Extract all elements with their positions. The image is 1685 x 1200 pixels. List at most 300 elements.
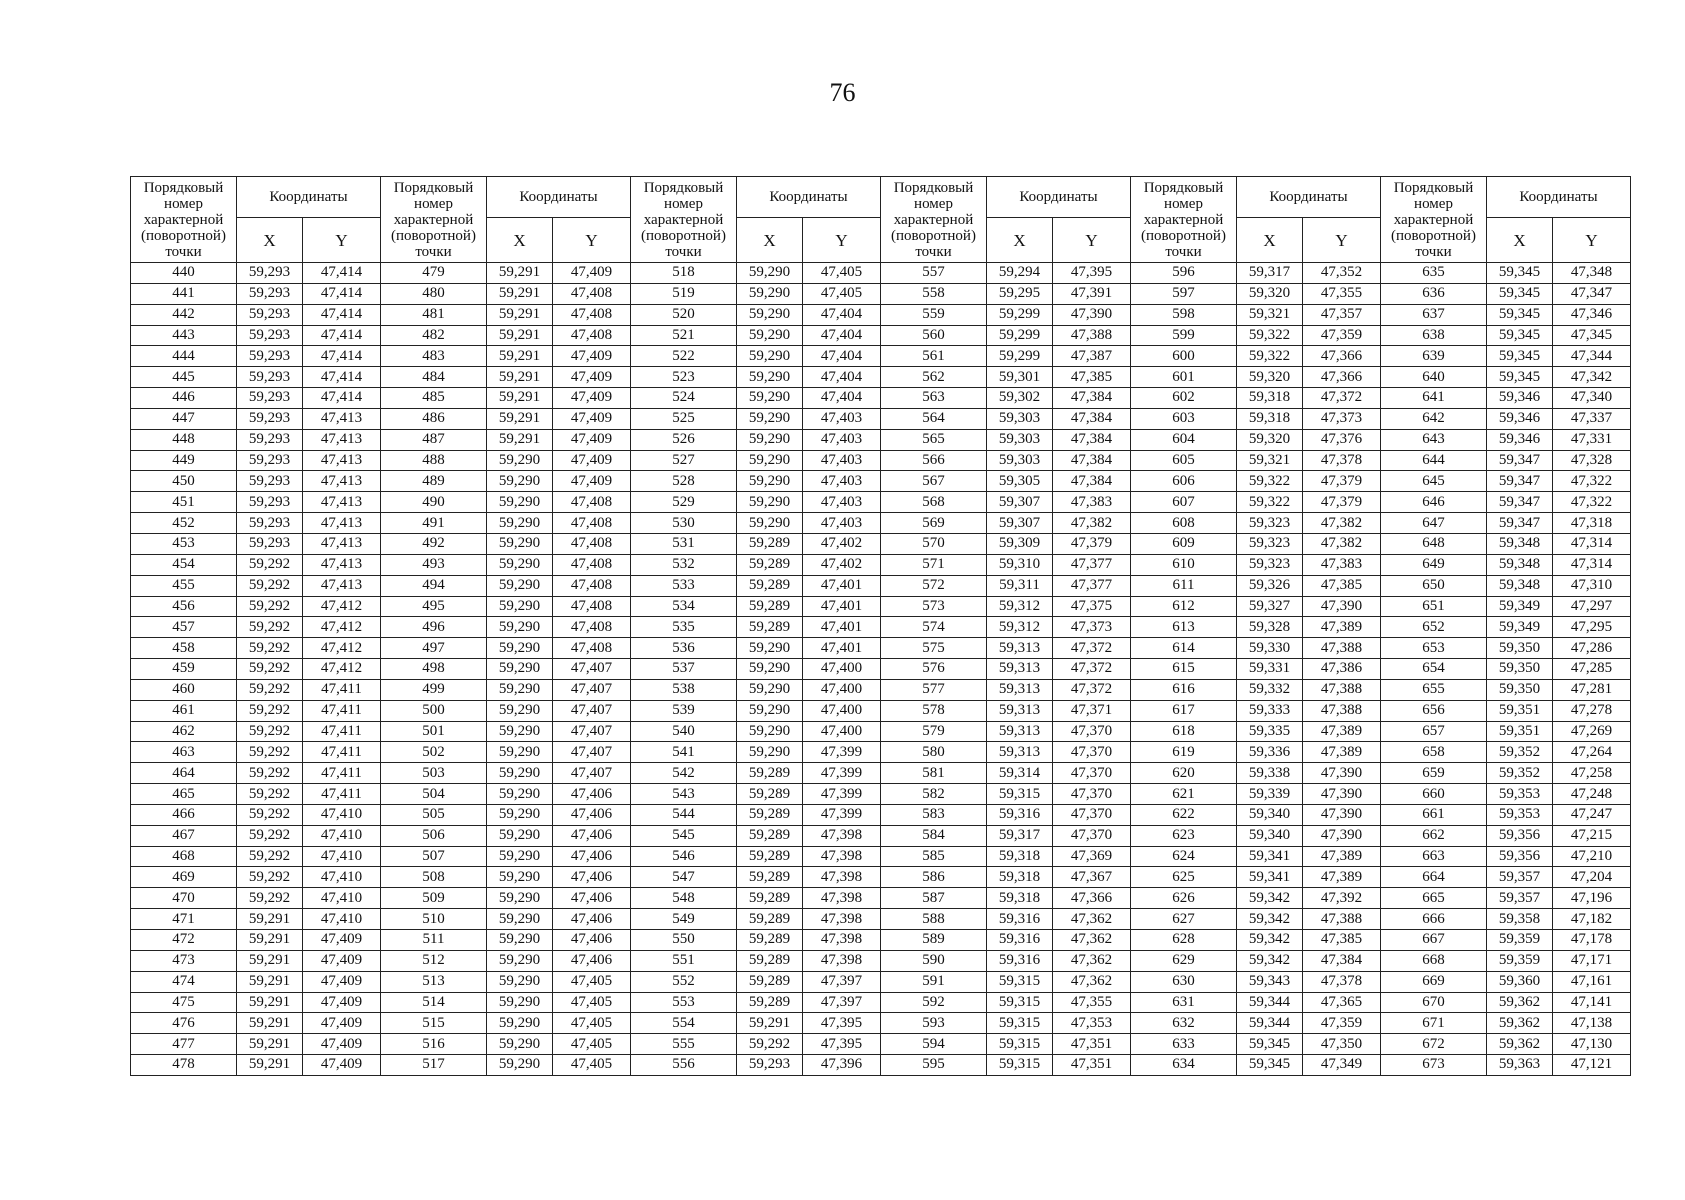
point-number-cell: 492: [381, 533, 487, 554]
x-cell: 59,346: [1487, 408, 1553, 429]
x-cell: 59,293: [237, 408, 303, 429]
y-cell: 47,403: [803, 492, 881, 513]
point-number-cell: 605: [1131, 450, 1237, 471]
point-number-header-line: номер: [1164, 195, 1203, 212]
x-cell: 59,315: [987, 992, 1053, 1013]
x-cell: 59,316: [987, 930, 1053, 951]
y-cell: 47,397: [803, 971, 881, 992]
x-cell: 59,289: [737, 763, 803, 784]
y-cell: 47,362: [1053, 950, 1131, 971]
point-number-cell: 536: [631, 638, 737, 659]
x-cell: 59,352: [1487, 763, 1553, 784]
x-cell: 59,290: [487, 909, 553, 930]
coordinates-header: Координаты: [987, 177, 1131, 218]
point-number-header-line: характерной: [143, 211, 224, 228]
table-row: [131, 742, 1631, 763]
y-cell: 47,408: [553, 638, 631, 659]
table-row: [131, 1013, 1631, 1034]
x-cell: 59,290: [737, 283, 803, 304]
y-cell: 47,409: [553, 388, 631, 409]
x-cell: 59,293: [237, 283, 303, 304]
point-number-cell: 568: [881, 492, 987, 513]
x-cell: 59,290: [737, 700, 803, 721]
y-cell: 47,351: [1053, 1034, 1131, 1055]
y-cell: 47,389: [1303, 846, 1381, 867]
x-cell: 59,292: [237, 659, 303, 680]
point-number-cell: 636: [1381, 283, 1487, 304]
y-cell: 47,414: [303, 283, 381, 304]
x-cell: 59,290: [487, 554, 553, 575]
table-row: [131, 533, 1631, 554]
y-cell: 47,161: [1553, 971, 1631, 992]
y-cell: 47,281: [1553, 679, 1631, 700]
y-header: Y: [1053, 218, 1131, 263]
x-cell: 59,322: [1237, 346, 1303, 367]
y-cell: 47,408: [553, 596, 631, 617]
x-cell: 59,290: [487, 1013, 553, 1034]
point-number-cell: 464: [131, 763, 237, 784]
point-number-cell: 640: [1381, 367, 1487, 388]
y-cell: 47,404: [803, 367, 881, 388]
y-cell: 47,398: [803, 909, 881, 930]
y-cell: 47,412: [303, 659, 381, 680]
y-cell: 47,409: [553, 263, 631, 284]
y-header: Y: [1553, 218, 1631, 263]
point-number-cell: 471: [131, 909, 237, 930]
x-cell: 59,345: [1487, 304, 1553, 325]
y-cell: 47,390: [1053, 304, 1131, 325]
x-cell: 59,333: [1237, 700, 1303, 721]
x-cell: 59,348: [1487, 533, 1553, 554]
y-cell: 47,400: [803, 700, 881, 721]
y-cell: 47,404: [803, 304, 881, 325]
point-number-cell: 531: [631, 533, 737, 554]
point-number-header-line: характерной: [1393, 211, 1474, 228]
point-number-cell: 663: [1381, 846, 1487, 867]
y-cell: 47,414: [303, 325, 381, 346]
point-number-cell: 598: [1131, 304, 1237, 325]
point-number-cell: 626: [1131, 888, 1237, 909]
x-cell: 59,289: [737, 554, 803, 575]
point-number-cell: 581: [881, 763, 987, 784]
x-cell: 59,290: [487, 679, 553, 700]
x-cell: 59,362: [1487, 1013, 1553, 1034]
point-number-cell: 628: [1131, 930, 1237, 951]
x-cell: 59,292: [237, 763, 303, 784]
x-cell: 59,359: [1487, 930, 1553, 951]
x-cell: 59,290: [487, 846, 553, 867]
x-cell: 59,315: [987, 1013, 1053, 1034]
y-cell: 47,410: [303, 867, 381, 888]
x-cell: 59,291: [487, 429, 553, 450]
y-cell: 47,322: [1553, 471, 1631, 492]
point-number-header-line: Порядковый: [643, 179, 724, 196]
y-cell: 47,407: [553, 763, 631, 784]
y-cell: 47,351: [1053, 1055, 1131, 1076]
point-number-cell: 617: [1131, 700, 1237, 721]
point-number-cell: 479: [381, 263, 487, 284]
x-cell: 59,316: [987, 804, 1053, 825]
y-cell: 47,406: [553, 950, 631, 971]
point-number-header-line: характерной: [393, 211, 474, 228]
y-cell: 47,295: [1553, 617, 1631, 638]
y-cell: 47,371: [1053, 700, 1131, 721]
point-number-cell: 654: [1381, 659, 1487, 680]
y-cell: 47,410: [303, 804, 381, 825]
y-cell: 47,409: [303, 950, 381, 971]
y-cell: 47,406: [553, 846, 631, 867]
x-cell: 59,322: [1237, 492, 1303, 513]
x-cell: 59,293: [237, 429, 303, 450]
y-cell: 47,414: [303, 367, 381, 388]
y-cell: 47,405: [553, 1055, 631, 1076]
table-row: [131, 429, 1631, 450]
y-cell: 47,390: [1303, 784, 1381, 805]
y-cell: 47,400: [803, 659, 881, 680]
y-cell: 47,344: [1553, 346, 1631, 367]
table-row: [131, 325, 1631, 346]
point-number-header-line: точки: [165, 243, 202, 260]
x-cell: 59,292: [237, 846, 303, 867]
point-number-cell: 671: [1381, 1013, 1487, 1034]
y-cell: 47,410: [303, 909, 381, 930]
point-number-header-line: точки: [415, 243, 452, 260]
y-cell: 47,389: [1303, 617, 1381, 638]
point-number-cell: 554: [631, 1013, 737, 1034]
point-number-cell: 551: [631, 950, 737, 971]
point-number-header-line: характерной: [1143, 211, 1224, 228]
x-cell: 59,291: [237, 1013, 303, 1034]
y-cell: 47,138: [1553, 1013, 1631, 1034]
point-number-cell: 533: [631, 575, 737, 596]
y-cell: 47,403: [803, 450, 881, 471]
point-number-cell: 653: [1381, 638, 1487, 659]
y-cell: 47,383: [1303, 554, 1381, 575]
x-cell: 59,330: [1237, 638, 1303, 659]
y-cell: 47,370: [1053, 742, 1131, 763]
x-cell: 59,293: [237, 450, 303, 471]
x-cell: 59,348: [1487, 575, 1553, 596]
x-cell: 59,290: [737, 367, 803, 388]
x-cell: 59,291: [487, 304, 553, 325]
y-cell: 47,403: [803, 429, 881, 450]
x-cell: 59,291: [487, 346, 553, 367]
point-number-cell: 556: [631, 1055, 737, 1076]
point-number-cell: 550: [631, 930, 737, 951]
y-cell: 47,403: [803, 408, 881, 429]
point-number-cell: 485: [381, 388, 487, 409]
y-cell: 47,406: [553, 930, 631, 951]
x-cell: 59,289: [737, 804, 803, 825]
x-cell: 59,345: [1237, 1034, 1303, 1055]
point-number-header-line: Порядковый: [1143, 179, 1224, 196]
point-number-cell: 643: [1381, 429, 1487, 450]
table-row: [131, 992, 1631, 1013]
x-cell: 59,290: [737, 325, 803, 346]
y-cell: 47,382: [1053, 513, 1131, 534]
y-cell: 47,385: [1053, 367, 1131, 388]
y-cell: 47,247: [1553, 804, 1631, 825]
point-number-cell: 487: [381, 429, 487, 450]
point-number-cell: 630: [1131, 971, 1237, 992]
point-number-cell: 565: [881, 429, 987, 450]
point-number-cell: 520: [631, 304, 737, 325]
table-row: [131, 617, 1631, 638]
x-cell: 59,362: [1487, 992, 1553, 1013]
y-cell: 47,409: [303, 1034, 381, 1055]
y-cell: 47,410: [303, 825, 381, 846]
y-cell: 47,407: [553, 679, 631, 700]
y-cell: 47,408: [553, 513, 631, 534]
x-cell: 59,345: [1487, 325, 1553, 346]
x-cell: 59,293: [237, 492, 303, 513]
x-cell: 59,290: [487, 617, 553, 638]
x-cell: 59,345: [1237, 1055, 1303, 1076]
x-cell: 59,290: [737, 388, 803, 409]
y-cell: 47,403: [803, 471, 881, 492]
x-cell: 59,331: [1237, 659, 1303, 680]
y-cell: 47,406: [553, 784, 631, 805]
x-cell: 59,290: [487, 971, 553, 992]
x-cell: 59,318: [1237, 388, 1303, 409]
x-cell: 59,299: [987, 346, 1053, 367]
x-cell: 59,353: [1487, 804, 1553, 825]
table-row: [131, 596, 1631, 617]
y-cell: 47,182: [1553, 909, 1631, 930]
x-cell: 59,289: [737, 950, 803, 971]
point-number-cell: 573: [881, 596, 987, 617]
x-cell: 59,293: [237, 388, 303, 409]
x-cell: 59,290: [737, 346, 803, 367]
x-cell: 59,290: [487, 950, 553, 971]
point-number-cell: 517: [381, 1055, 487, 1076]
y-cell: 47,355: [1053, 992, 1131, 1013]
y-cell: 47,130: [1553, 1034, 1631, 1055]
x-cell: 59,321: [1237, 450, 1303, 471]
x-cell: 59,290: [487, 700, 553, 721]
point-number-cell: 530: [631, 513, 737, 534]
point-number-cell: 586: [881, 867, 987, 888]
y-cell: 47,314: [1553, 533, 1631, 554]
y-cell: 47,378: [1303, 450, 1381, 471]
point-number-cell: 634: [1131, 1055, 1237, 1076]
y-cell: 47,328: [1553, 450, 1631, 471]
point-number-cell: 604: [1131, 429, 1237, 450]
y-cell: 47,413: [303, 492, 381, 513]
x-cell: 59,299: [987, 304, 1053, 325]
point-number-cell: 562: [881, 367, 987, 388]
y-cell: 47,389: [1303, 742, 1381, 763]
point-number-cell: 602: [1131, 388, 1237, 409]
y-cell: 47,370: [1053, 763, 1131, 784]
y-cell: 47,408: [553, 575, 631, 596]
point-number-cell: 528: [631, 471, 737, 492]
y-cell: 47,409: [303, 1013, 381, 1034]
y-cell: 47,377: [1053, 554, 1131, 575]
x-cell: 59,290: [737, 408, 803, 429]
table-row: [131, 700, 1631, 721]
point-number-header-line: точки: [1165, 243, 1202, 260]
y-cell: 47,404: [803, 346, 881, 367]
y-cell: 47,405: [553, 971, 631, 992]
point-number-cell: 448: [131, 429, 237, 450]
point-number-cell: 601: [1131, 367, 1237, 388]
x-cell: 59,292: [237, 638, 303, 659]
x-cell: 59,307: [987, 492, 1053, 513]
point-number-cell: 666: [1381, 909, 1487, 930]
table-row: [131, 804, 1631, 825]
x-cell: 59,292: [237, 867, 303, 888]
point-number-cell: 462: [131, 721, 237, 742]
y-cell: 47,388: [1303, 679, 1381, 700]
x-cell: 59,289: [737, 867, 803, 888]
y-cell: 47,409: [553, 429, 631, 450]
y-cell: 47,215: [1553, 825, 1631, 846]
x-cell: 59,293: [237, 325, 303, 346]
point-number-header-line: (поворотной): [891, 227, 976, 244]
y-cell: 47,411: [303, 700, 381, 721]
x-cell: 59,294: [987, 263, 1053, 284]
point-number-cell: 526: [631, 429, 737, 450]
y-cell: 47,409: [553, 346, 631, 367]
point-number-cell: 535: [631, 617, 737, 638]
y-cell: 47,413: [303, 513, 381, 534]
x-cell: 59,316: [987, 950, 1053, 971]
point-number-cell: 641: [1381, 388, 1487, 409]
y-cell: 47,357: [1303, 304, 1381, 325]
y-cell: 47,409: [553, 408, 631, 429]
x-cell: 59,305: [987, 471, 1053, 492]
table-row: [131, 554, 1631, 575]
point-number-cell: 483: [381, 346, 487, 367]
y-cell: 47,407: [553, 742, 631, 763]
point-number-cell: 631: [1131, 992, 1237, 1013]
point-number-cell: 566: [881, 450, 987, 471]
y-cell: 47,413: [303, 554, 381, 575]
point-number-cell: 472: [131, 930, 237, 951]
point-number-cell: 511: [381, 930, 487, 951]
page-number: 76: [829, 78, 856, 107]
point-number-cell: 596: [1131, 263, 1237, 284]
x-cell: 59,290: [487, 992, 553, 1013]
table-row: [131, 930, 1631, 951]
x-cell: 59,290: [487, 804, 553, 825]
y-cell: 47,410: [303, 888, 381, 909]
point-number-cell: 613: [1131, 617, 1237, 638]
x-header: X: [237, 218, 303, 263]
point-number-cell: 529: [631, 492, 737, 513]
point-number-cell: 576: [881, 659, 987, 680]
point-number-cell: 440: [131, 263, 237, 284]
y-cell: 47,408: [553, 325, 631, 346]
x-cell: 59,318: [1237, 408, 1303, 429]
x-cell: 59,345: [1487, 263, 1553, 284]
y-cell: 47,395: [1053, 263, 1131, 284]
y-cell: 47,406: [553, 909, 631, 930]
x-cell: 59,350: [1487, 679, 1553, 700]
x-cell: 59,290: [487, 575, 553, 596]
point-number-cell: 579: [881, 721, 987, 742]
x-cell: 59,290: [487, 638, 553, 659]
x-cell: 59,314: [987, 763, 1053, 784]
x-cell: 59,290: [737, 742, 803, 763]
y-cell: 47,408: [553, 492, 631, 513]
point-number-cell: 611: [1131, 575, 1237, 596]
x-cell: 59,313: [987, 638, 1053, 659]
point-number-cell: 476: [131, 1013, 237, 1034]
x-cell: 59,343: [1237, 971, 1303, 992]
point-number-cell: 493: [381, 554, 487, 575]
table-header: [131, 177, 1631, 263]
y-cell: 47,409: [553, 450, 631, 471]
x-cell: 59,292: [237, 825, 303, 846]
point-number-cell: 482: [381, 325, 487, 346]
point-number-cell: 523: [631, 367, 737, 388]
y-cell: 47,413: [303, 533, 381, 554]
x-cell: 59,303: [987, 450, 1053, 471]
x-cell: 59,326: [1237, 575, 1303, 596]
point-number-cell: 661: [1381, 804, 1487, 825]
point-number-cell: 521: [631, 325, 737, 346]
y-cell: 47,278: [1553, 700, 1631, 721]
y-cell: 47,406: [553, 888, 631, 909]
point-number-cell: 457: [131, 617, 237, 638]
point-number-header: [1381, 177, 1487, 263]
point-number-cell: 522: [631, 346, 737, 367]
point-number-cell: 668: [1381, 950, 1487, 971]
y-cell: 47,409: [303, 1055, 381, 1076]
point-number-header-line: точки: [915, 243, 952, 260]
table-row: [131, 679, 1631, 700]
point-number-cell: 563: [881, 388, 987, 409]
point-number-cell: 468: [131, 846, 237, 867]
y-cell: 47,388: [1053, 325, 1131, 346]
x-cell: 59,292: [237, 575, 303, 596]
point-number-header-line: (поворотной): [141, 227, 226, 244]
point-number-header: [131, 177, 237, 263]
y-cell: 47,398: [803, 888, 881, 909]
point-number-cell: 514: [381, 992, 487, 1013]
point-number-cell: 501: [381, 721, 487, 742]
y-cell: 47,413: [303, 450, 381, 471]
x-cell: 59,315: [987, 1034, 1053, 1055]
y-cell: 47,366: [1303, 346, 1381, 367]
point-number-cell: 505: [381, 804, 487, 825]
table-row: [131, 367, 1631, 388]
x-cell: 59,345: [1487, 346, 1553, 367]
point-number-cell: 459: [131, 659, 237, 680]
x-cell: 59,360: [1487, 971, 1553, 992]
y-cell: 47,389: [1303, 867, 1381, 888]
y-cell: 47,264: [1553, 742, 1631, 763]
y-cell: 47,401: [803, 617, 881, 638]
point-number-cell: 600: [1131, 346, 1237, 367]
y-cell: 47,372: [1303, 388, 1381, 409]
y-cell: 47,412: [303, 638, 381, 659]
point-number-cell: 455: [131, 575, 237, 596]
y-cell: 47,402: [803, 533, 881, 554]
x-cell: 59,307: [987, 513, 1053, 534]
y-cell: 47,171: [1553, 950, 1631, 971]
y-cell: 47,384: [1053, 408, 1131, 429]
point-number-cell: 627: [1131, 909, 1237, 930]
point-number-header-line: Порядковый: [393, 179, 474, 196]
point-number-cell: 508: [381, 867, 487, 888]
point-number-cell: 549: [631, 909, 737, 930]
point-number-cell: 592: [881, 992, 987, 1013]
x-cell: 59,289: [737, 888, 803, 909]
x-cell: 59,291: [237, 992, 303, 1013]
